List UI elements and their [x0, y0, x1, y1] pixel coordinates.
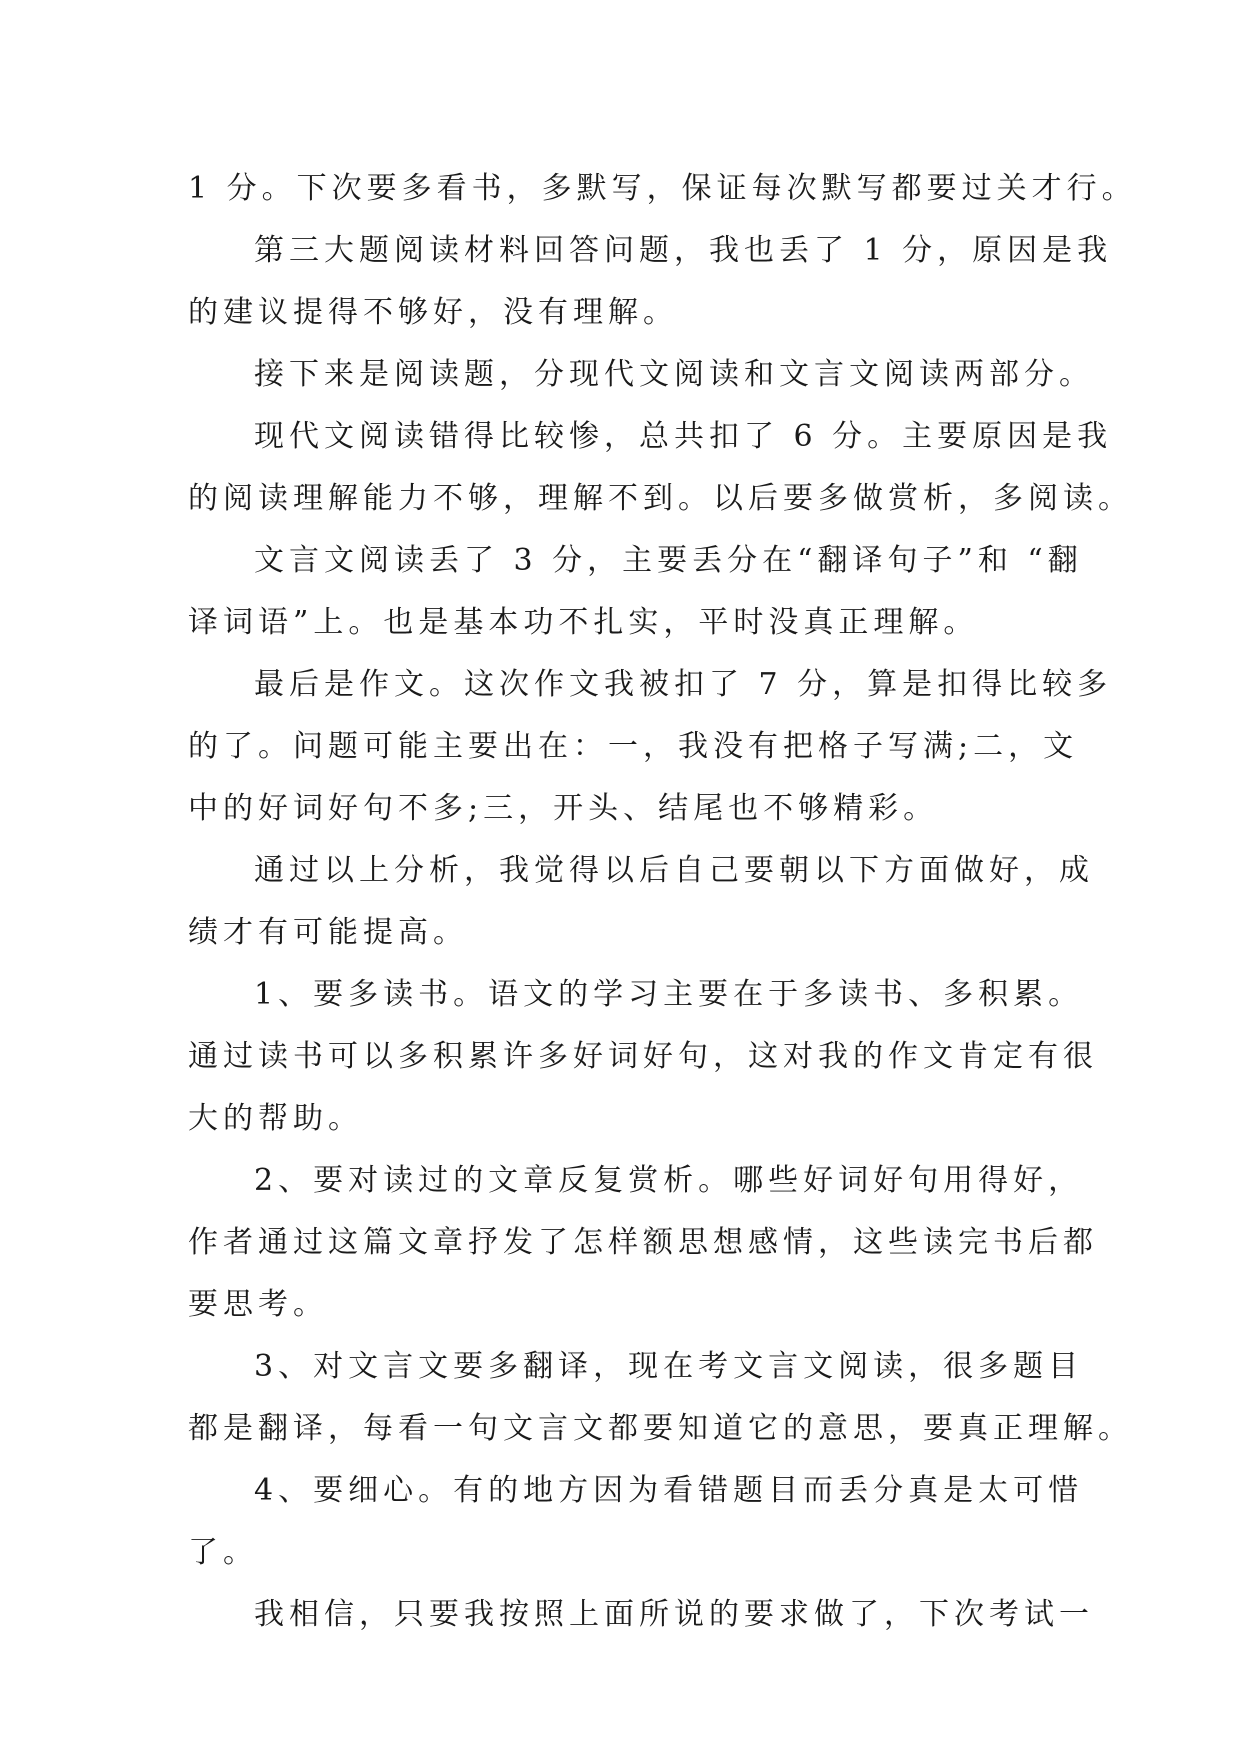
text-line: 中的好词好句不多;三，开头、结尾也不够精彩。: [188, 791, 939, 826]
text-line: 1、要多读书。语文的学习主要在于多读书、多积累。: [254, 977, 1084, 1012]
text-line: 第三大题阅读材料回答问题，我也丢了 1 分，原因是我: [254, 233, 1113, 268]
text-line: 了。: [188, 1535, 258, 1570]
text-line: 2、要对读过的文章反复赏析。哪些好词好句用得好，: [254, 1163, 1084, 1198]
text-line: 现代文阅读错得比较惨，总共扣了 6 分。主要原因是我: [254, 419, 1113, 454]
text-line: 通过读书可以多积累许多好词好句，这对我的作文肯定有很: [188, 1039, 1098, 1074]
text-line: 通过以上分析，我觉得以后自己要朝以下方面做好，成: [254, 853, 1094, 888]
text-line: 1 分。下次要多看书，多默写，保证每次默写都要过关才行。: [188, 171, 1137, 206]
text-line: 4、要细心。有的地方因为看错题目而丢分真是太可惜: [254, 1473, 1084, 1508]
text-line: 3、对文言文要多翻译，现在考文言文阅读，很多题目: [254, 1349, 1084, 1384]
text-line: 都是翻译，每看一句文言文都要知道它的意思，要真正理解。: [188, 1411, 1133, 1446]
text-line: 绩才有可能提高。: [188, 915, 468, 950]
text-line: 最后是作文。这次作文我被扣了 7 分，算是扣得比较多: [254, 667, 1113, 702]
text-line: 译词语”上。也是基本功不扎实，平时没真正理解。: [188, 605, 979, 640]
text-line: 文言文阅读丢了 3 分，主要丢分在“翻译句子”和 “翻: [254, 543, 1083, 578]
body-text: [188, 158, 1137, 1646]
text-line: 的阅读理解能力不够，理解不到。以后要多做赏析，多阅读。: [188, 481, 1133, 516]
text-line: 的了。问题可能主要出在：一，我没有把格子写满;二，文: [188, 729, 1079, 764]
text-line: 我相信，只要我按照上面所说的要求做了，下次考试一: [254, 1597, 1094, 1632]
text-line: 作者通过这篇文章抒发了怎样额思想感情，这些读完书后都: [188, 1225, 1098, 1260]
text-line: 大的帮助。: [188, 1101, 363, 1136]
text-line: 的建议提得不够好，没有理解。: [188, 295, 678, 330]
text-line: 接下来是阅读题，分现代文阅读和文言文阅读两部分。: [254, 357, 1094, 392]
text-line: 要思考。: [188, 1287, 328, 1322]
